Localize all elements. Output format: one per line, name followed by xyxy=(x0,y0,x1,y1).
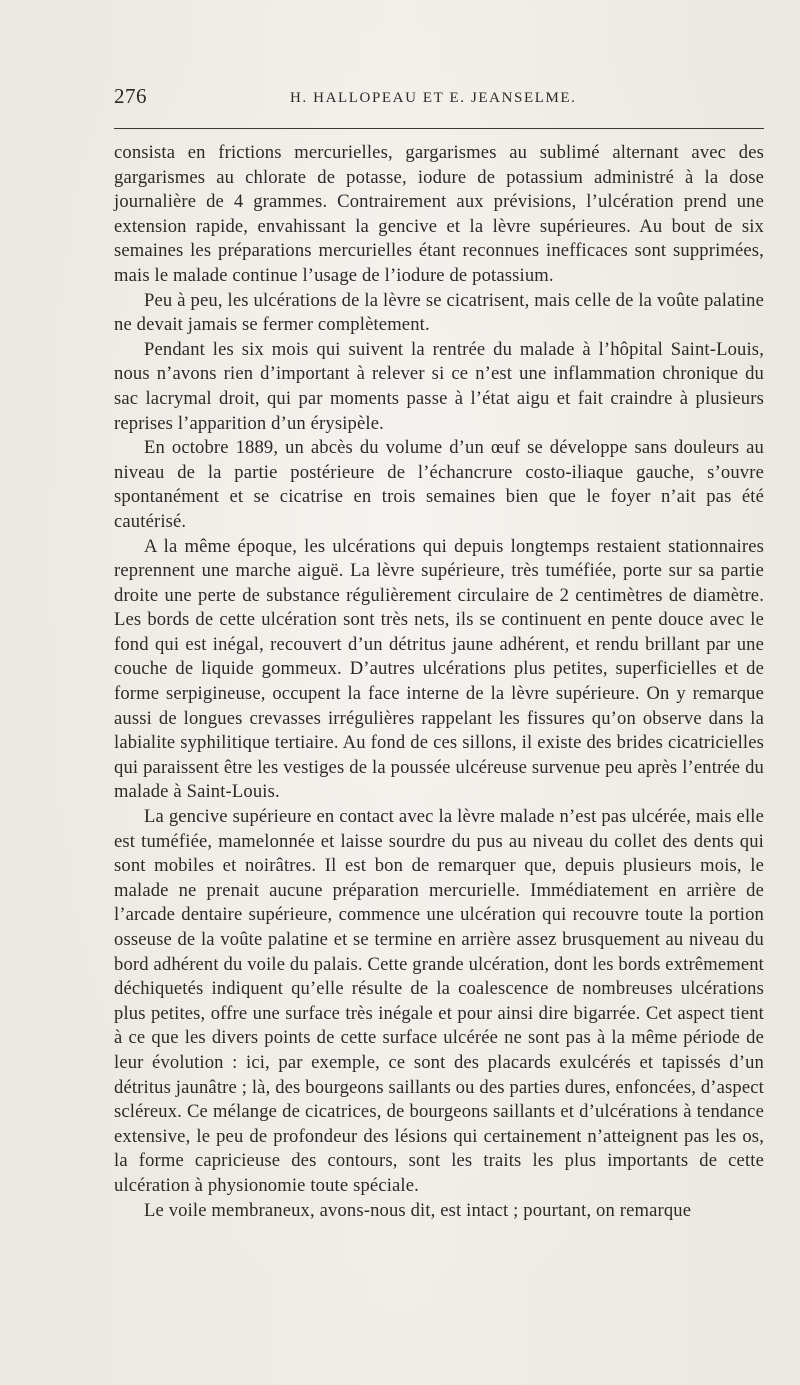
paragraph: Pendant les six mois qui suivent la rentrée du malade à l’hôpital Saint-Louis, nous n’avons rien d’important à relever si ce n’est une inflammation chronique du sac lacrymal droit, qui par moments passe à l’état aigu et fait craindre à plusieurs reprises l’apparition d’un érysipèle. xyxy=(114,338,764,434)
paragraph: La gencive supérieure en contact avec la lèvre malade n’est pas ulcérée, mais elle est tuméfiée, mamelonnée et laisse sourdre du pus au niveau du collet des dents qui sont mobiles et noirâtres. Il est bon de remarquer que, depuis plusieurs mois, le malade ne prenait aucune préparation mercurielle. Immédiatement en arrière de l’arcade dentaire supérieure, commence une ulcération qui recouvre toute la portion osseuse de la voûte palatine et se termine en arrière assez brusquement au niveau du bord adhérent du voile du palais. Cette grande ulcération, dont les bords extrêmement déchiquetés indiquent qu’elle résulte de la coalescence de nombreuses ulcérations plus petites, offre une surface très inégale et pour ainsi dire bigarrée. Cet aspect tient à ce que les divers points de cette surface ulcérée ne sont pas à la même période de leur évolution : ici, par exemple, ce sont des placards exulcérés et tapissés d’un détritus jaunâtre ; là, des bourgeons saillants ou des parties dures, enfoncées, d’aspect scléreux. Ce mélange de cicatrices, de bourgeons saillants et d’ulcérations à tendance extensive, le peu de profondeur des lésions qui certainement n’atteignent pas les os, la forme capricieuse des contours, sont les traits les plus importants de cette ulcération à physionomie toute spéciale. xyxy=(114,806,764,1196)
body-text xyxy=(114,141,764,1223)
paragraph: A la même époque, les ulcérations qui depuis longtemps restaient stationnaires reprennent une marche aiguë. La lèvre supérieure, très tuméfiée, porte sur sa partie droite une perte de substance régulièrement circulaire de 2 centimètres de diamètre. Les bords de cette ulcération sont très nets, ils se continuent en pente douce avec le fond qui est inégal, recouvert d’un détritus jaune adhérent, et rendu brillant par une couche de liquide gommeux. D’autres ulcérations plus petites, superficielles et de forme serpigineuse, occupent la face interne de la lèvre supérieure. On y remarque aussi de longues crevasses irrégulières rappelant les fissures qu’on observe dans la labialite syphilitique tertiaire. Au fond de ces sillons, il existe des brides cicatricielles qui paraissent être les vestiges de la poussée ulcéreuse survenue peu après l’entrée du malade à Saint-Louis. xyxy=(114,535,764,803)
paragraph-continues: Le voile membraneux, avons-nous dit, est intact ; pourtant, on remarque xyxy=(144,1199,692,1221)
running-head: H. HALLOPEAU ET E. JEANSELME. xyxy=(290,90,577,106)
header-rule xyxy=(114,128,764,129)
page-header xyxy=(114,84,764,114)
paragraph-continued: consista en frictions mercurielles, gargarismes au sublimé alternant avec des gargarismes au chlorate de potasse, iodure de potassium administré à la dose journalière de 4 grammes. Contrairement aux prévisions, l’ulcération prend une extension rapide, envahissant la gencive et la lèvre supérieures. Au bout de six semaines les préparations mercurielles étant reconnues inefficaces sont supprimées, mais le malade continue l’usage de l’iodure de potassium. xyxy=(114,142,764,286)
paragraph: En octobre 1889, un abcès du volume d’un œuf se développe sans douleurs au niveau de la partie postérieure de l’échancrure costo-iliaque gauche, s’ouvre spontanément et se cicatrise en trois semaines bien que le foyer n’ait pas été cautérisé. xyxy=(114,437,764,532)
paragraph: Peu à peu, les ulcérations de la lèvre se cicatrisent, mais celle de la voûte palatine ne devait jamais se fermer complètement. xyxy=(114,289,764,336)
page-number: 276 xyxy=(114,84,147,108)
